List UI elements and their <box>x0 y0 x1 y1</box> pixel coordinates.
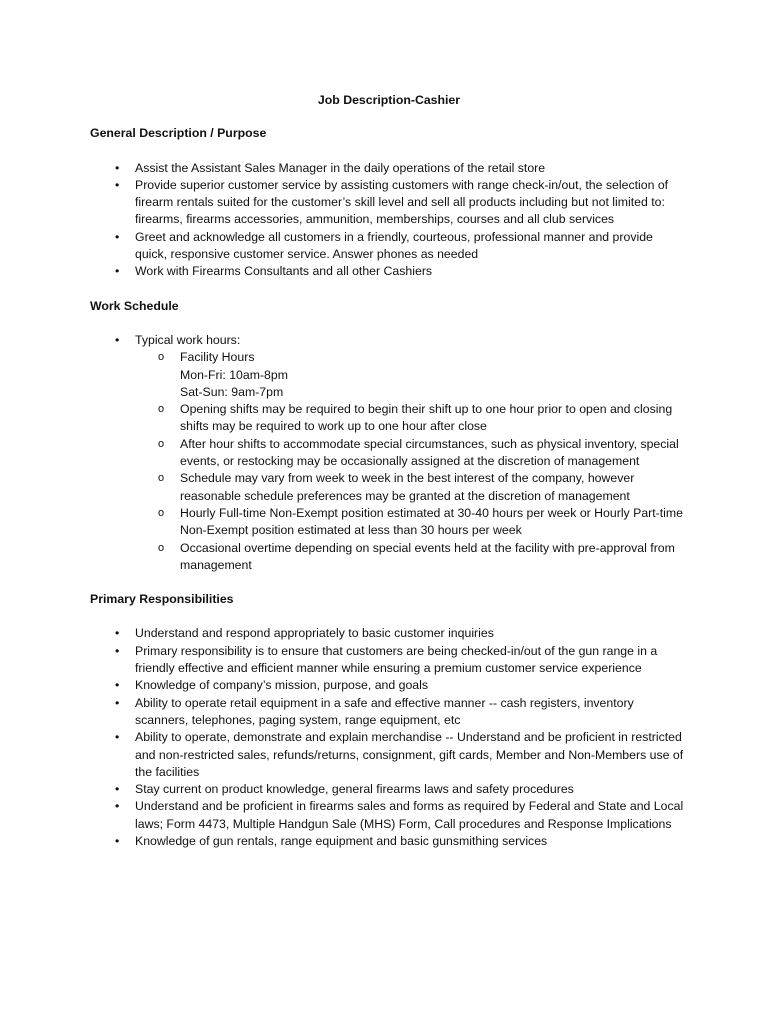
list-item: • Assist the Assistant Sales Manager in the daily operations of the retail store <box>90 160 688 177</box>
sub-list-item: o Schedule may vary from week to week in the best interest of the company, however reasonable schedule preferences may be granted at the discretion of management <box>158 471 635 503</box>
circle-bullet-icon: o <box>158 403 165 416</box>
list-item: • Primary responsibility is to ensure that customers are being checked-in/out of the gun range in a friendly effective and efficient manner while ensuring a premium customer service experience <box>115 643 658 676</box>
list-item: • Typical work hours: o Facility Hours Mon-Fri: 10am-8pm Sat-Sun: 9am-7pm o Opening shifts may be required to begin their shift up to one hour prior to open and closing shifts may be required to work up to one hour after close o After hour shifts to accommodate special circumstances, such as physical inventory, special events, or restocking may be occasionally assigned at the discretion of management o Schedule may vary from week to week in the best interest of the company, however reasonable schedule preferences may be granted at the discretion of management o Hourly Full-time Non-Exempt position estimated at 30-40 hours per week or Hourly Part-time Non-Exempt position estimated at less than 30 hours per week o Occasional overtime depending on special events held at the facility with pre-approval from management <box>90 332 688 574</box>
circle-bullet-icon: o <box>158 437 165 450</box>
bullet-icon: • <box>115 643 120 658</box>
bullet-icon: • <box>115 695 120 710</box>
circle-bullet-icon: o <box>158 472 165 485</box>
bullet-icon: • <box>115 177 120 192</box>
document-title: Job Description-Cashier <box>317 93 461 107</box>
list-item: • Knowledge of gun rentals, range equipment and basic gunsmithing services <box>90 833 688 850</box>
section-heading-primary-responsibilities: Primary Responsibilities <box>90 592 234 607</box>
bullet-icon: • <box>115 160 120 175</box>
list-item: • Ability to operate retail equipment in a safe and effective manner -- cash registers, inventory scanners, telephones, paging system, range equipment, etc <box>115 695 634 727</box>
list-item: • Ability to operate, demonstrate and explain merchandise -- Understand and be proficient in restricted and non-restricted sales, refunds/returns, consignment, gift cards, Member and Non-Members use of the facilities <box>115 730 684 779</box>
bullet-icon: • <box>115 626 120 641</box>
sub-list-item: o After hour shifts to accommodate special circumstances, such as physical inventory, special events, or restocking may be occasionally assigned at the discretion of management <box>158 436 679 469</box>
section-heading-general-description: General Description / Purpose <box>90 126 267 141</box>
list-item: • Understand and respond appropriately to basic customer inquiries <box>90 625 688 642</box>
bullet-icon: • <box>115 264 120 279</box>
work-schedule-list <box>90 332 688 574</box>
general-description-list <box>90 160 688 281</box>
bullet-icon: • <box>115 782 120 797</box>
sub-list-item: o Occasional overtime depending on special events held at the facility with pre-approval from management <box>158 540 675 572</box>
list-item: • Knowledge of company’s mission, purpose, and goals <box>90 677 688 694</box>
circle-bullet-icon: o <box>158 351 165 364</box>
bullet-icon: • <box>115 833 120 848</box>
list-item: • Understand and be proficient in firearms sales and forms as required by Federal and State and Local laws; Form 4473, Multiple Handgun Sale (MHS) Form, Call procedures and Response Implications <box>115 799 684 831</box>
list-item: • Stay current on product knowledge, general firearms laws and safety procedures <box>90 781 688 798</box>
list-item: • Greet and acknowledge all customers in a friendly, courteous, professional manner and provide quick, responsive customer service. Answer phones as needed <box>115 229 653 262</box>
primary-responsibilities-list <box>90 625 688 850</box>
circle-bullet-icon: o <box>158 506 165 519</box>
circle-bullet-icon: o <box>158 541 165 554</box>
bullet-icon: • <box>115 332 120 347</box>
sub-list-item: o Opening shifts may be required to begin their shift up to one hour prior to open and closing shifts may be required to work up to one hour after close <box>158 402 673 434</box>
bullet-icon: • <box>115 799 120 814</box>
bullet-icon: • <box>115 229 120 244</box>
section-heading-work-schedule: Work Schedule <box>90 298 179 313</box>
sub-list-item: o Hourly Full-time Non-Exempt position estimated at 30-40 hours per week or Hourly Part-time Non-Exempt position estimated at less than 30 hours per week <box>158 505 684 538</box>
list-item: • Work with Firearms Consultants and all other Cashiers <box>90 263 688 280</box>
bullet-icon: • <box>115 678 120 693</box>
sub-list-item: o Facility Hours Mon-Fri: 10am-8pm Sat-Sun: 9am-7pm <box>158 350 288 399</box>
bullet-icon: • <box>115 730 120 745</box>
work-hours-sublist <box>135 349 688 574</box>
list-item: • Provide superior customer service by assisting customers with range check-in/out, the selection of firearm rentals suited for the customer’s skill level and sell all products including but not limited to: firearms, firearms accessories, ammunition, memberships, courses and all club services <box>115 177 669 227</box>
